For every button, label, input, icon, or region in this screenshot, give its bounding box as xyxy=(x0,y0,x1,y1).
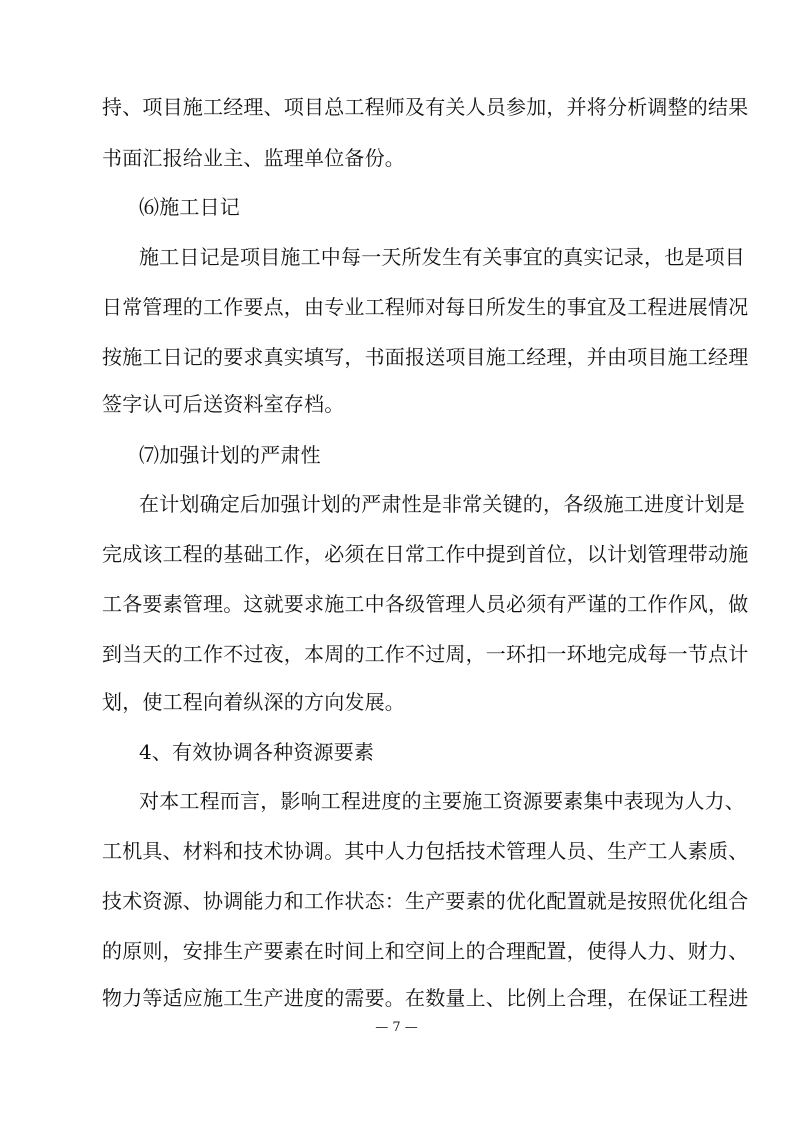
text-line: 书面汇报给业主、监理单位备份。 xyxy=(102,146,405,170)
text-line: 工机具、材料和技术协调。其中人力包括技术管理人员、生产工人素质、 xyxy=(102,839,749,863)
text-line: 按施工日记的要求真实填写，书面报送项目施工经理，并由项目施工经理 xyxy=(102,345,749,369)
text-line: 对本工程而言，影响工程进度的主要施工资源要素集中表现为人力、 xyxy=(139,789,745,813)
section-heading: ⑹施工日记 xyxy=(139,195,240,219)
text-line: 技术资源、协调能力和工作状态：生产要素的优化配置就是按照优化组合 xyxy=(102,889,749,913)
text-line: 签字认可后送资料室存档。 xyxy=(102,392,345,416)
text-line: 日常管理的工作要点，由专业工程师对每日所发生的事宜及工程进展情况 xyxy=(102,295,749,319)
text-line: 施工日记是项目施工中每一天所发生有关事宜的真实记录，也是项目 xyxy=(139,245,745,269)
text-line: 工各要素管理。这就要求施工中各级管理人员必须有严谨的工作作风，做 xyxy=(102,592,749,616)
text-line: 划，使工程向着纵深的方向发展。 xyxy=(102,690,405,714)
text-line: 的原则，安排生产要素在时间上和空间上的合理配置，使得人力、财力、 xyxy=(102,939,749,963)
page-number: — 7 — xyxy=(375,1020,418,1035)
text-line: 持、项目施工经理、项目总工程师及有关人员参加，并将分析调整的结果 xyxy=(102,95,749,119)
text-line: 在计划确定后加强计划的严肃性是非常关键的，各级施工进度计划是 xyxy=(139,492,745,516)
section-heading: 4、有效协调各种资源要素 xyxy=(139,740,375,764)
section-heading: ⑺加强计划的严肃性 xyxy=(139,443,321,467)
text-line: 物力等适应施工生产进度的需要。在数量上、比例上合理，在保证工程进 xyxy=(102,986,749,1010)
text-line: 到当天的工作不过夜，本周的工作不过周，一环扣一环地完成每一节点计 xyxy=(102,642,749,666)
text-line: 完成该工程的基础工作，必须在日常工作中提到首位，以计划管理带动施 xyxy=(102,542,749,566)
